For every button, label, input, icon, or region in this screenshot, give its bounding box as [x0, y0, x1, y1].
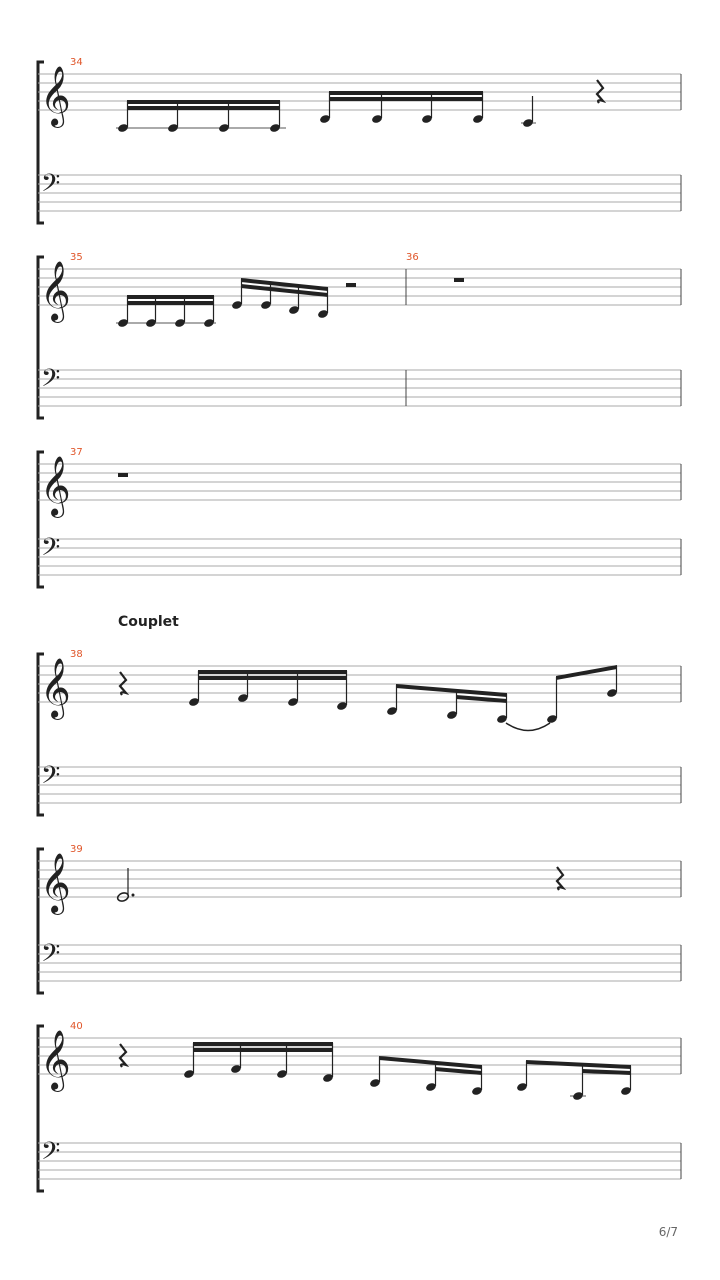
system-39 [38, 844, 681, 993]
treble-staff [38, 658, 681, 720]
bass-clef-icon: 𝄢 [41, 364, 61, 399]
whole-rest-icon [454, 278, 464, 282]
treble-staff [38, 1030, 681, 1092]
treble-staff [38, 261, 681, 323]
bass-clef-icon: 𝄢 [41, 761, 61, 796]
bass-clef-icon: 𝄢 [41, 939, 61, 974]
notes-measure-40 [120, 1042, 632, 1101]
treble-clef-icon: 𝄞 [40, 261, 71, 321]
bass-staff [38, 533, 681, 575]
treble-staff [38, 456, 681, 518]
notes-measure-37 [118, 473, 128, 477]
section-label: Couplet [118, 614, 179, 630]
notes-measure-34 [116, 80, 603, 133]
bass-staff [38, 1137, 681, 1179]
measure-number: 34 [70, 57, 83, 68]
treble-clef-icon: 𝄞 [40, 1030, 71, 1090]
bass-clef-icon: 𝄢 [41, 169, 61, 204]
system-37 [38, 447, 681, 587]
measure-number: 36 [406, 252, 419, 263]
bass-staff [38, 169, 681, 211]
system-34 [38, 57, 681, 223]
tie [506, 723, 550, 731]
bass-staff [38, 939, 681, 981]
measure-number: 38 [70, 649, 83, 660]
treble-clef-icon: 𝄞 [40, 456, 71, 516]
whole-rest-icon [118, 473, 128, 477]
treble-clef-icon: 𝄞 [40, 658, 71, 718]
notes-measure-36 [454, 278, 464, 282]
treble-clef-icon: 𝄞 [40, 66, 71, 126]
page-number: 6/7 [658, 1225, 678, 1239]
system-35-36 [38, 252, 681, 418]
treble-clef-icon: 𝄞 [40, 853, 71, 913]
treble-staff [38, 853, 681, 915]
notes-measure-35 [116, 278, 356, 328]
measure-number: 37 [70, 447, 83, 458]
measure-number: 39 [70, 844, 83, 855]
half-rest-icon [346, 283, 356, 287]
system-38 [38, 649, 681, 815]
bass-staff [38, 761, 681, 803]
bass-clef-icon: 𝄢 [41, 533, 61, 568]
bass-clef-icon: 𝄢 [41, 1137, 61, 1172]
bass-staff [38, 364, 681, 406]
measure-number: 35 [70, 252, 83, 263]
measure-number: 40 [70, 1021, 83, 1032]
system-40 [38, 1021, 681, 1191]
